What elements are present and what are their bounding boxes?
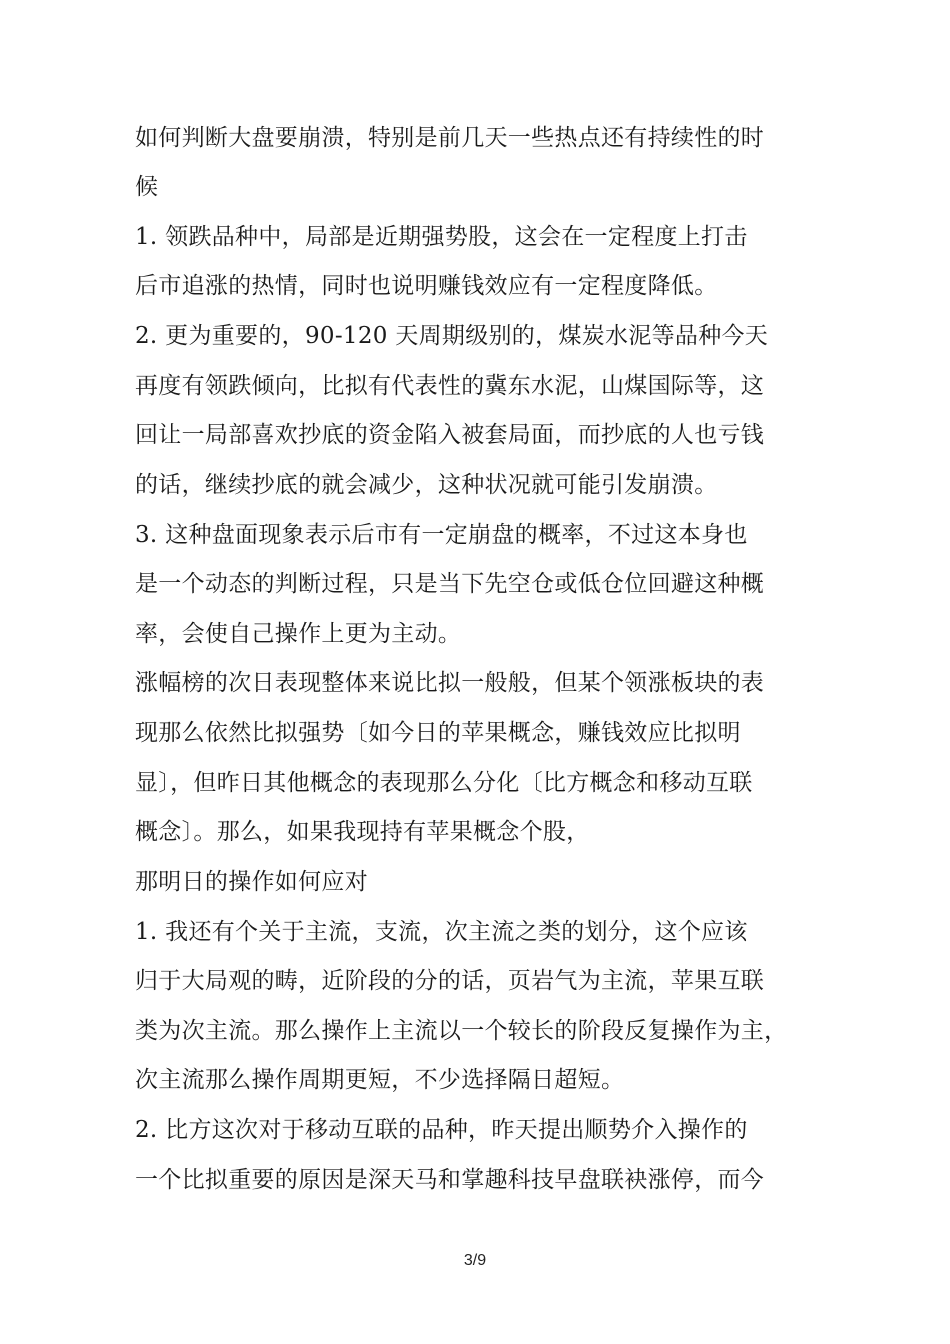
text-line-14: 显〕，但昨日其他概念的表现那么分化〔比方概念和移动互联 — [135, 770, 753, 796]
text-line-11: 率，会使自己操作上更为主动。 — [135, 621, 462, 647]
text-line-3: 1. 领跌品种中，局部是近期强势股，这会在一定程度上打击 — [135, 224, 748, 250]
text-line-7: 回让一局部喜欢抄底的资金陷入被套局面，而抄底的人也亏钱 — [135, 422, 765, 448]
text-line-22: 一个比拟重要的原因是深天马和掌趣科技早盘联袂涨停，而今 — [135, 1167, 765, 1193]
text-line-17: 1. 我还有个关于主流，支流，次主流之类的划分，这个应该 — [135, 919, 748, 945]
text-line-2: 候 — [135, 174, 159, 200]
text-line-1: 如何判断大盘要崩溃，特别是前几天一些热点还有持续性的时 — [135, 125, 765, 151]
text-line-10: 是一个动态的判断过程，只是当下先空仓或低仓位回避这种概 — [135, 571, 765, 597]
text-line-20: 次主流那么操作周期更短，不少选择隔日超短。 — [135, 1067, 625, 1093]
text-line-18: 归于大局观的畴，近阶段的分的话，页岩气为主流，苹果互联 — [135, 968, 765, 994]
text-line-16: 那明日的操作如何应对 — [135, 869, 368, 895]
text-line-9: 3. 这种盘面现象表示后市有一定崩盘的概率，不过这本身也 — [135, 522, 748, 548]
text-line-6: 再度有领跌倾向，比拟有代表性的冀东水泥，山煤国际等，这 — [135, 373, 765, 399]
page-number: 3/9 — [463, 1252, 487, 1269]
text-line-5: 2. 更为重要的，90-120 天周期级别的，煤炭水泥等品种今天 — [135, 323, 769, 349]
text-line-4: 后市追涨的热情，同时也说明赚钱效应有一定程度降低。 — [135, 273, 718, 299]
text-line-21: 2. 比方这次对于移动互联的品种，昨天提出顺势介入操作的 — [135, 1117, 748, 1143]
text-line-13: 现那么依然比拟强势〔如今日的苹果概念，赚钱效应比拟明 — [135, 720, 741, 746]
text-line-15: 概念〕。那么，如果我现持有苹果概念个股， — [135, 819, 590, 845]
text-line-8: 的话，继续抄底的就会减少，这种状况就可能引发崩溃。 — [135, 472, 718, 498]
text-line-12: 涨幅榜的次日表现整体来说比拟一般般，但某个领涨板块的表 — [135, 670, 765, 696]
text-line-19: 类为次主流。那么操作上主流以一个较长的阶段反复操作为主， — [135, 1018, 788, 1044]
